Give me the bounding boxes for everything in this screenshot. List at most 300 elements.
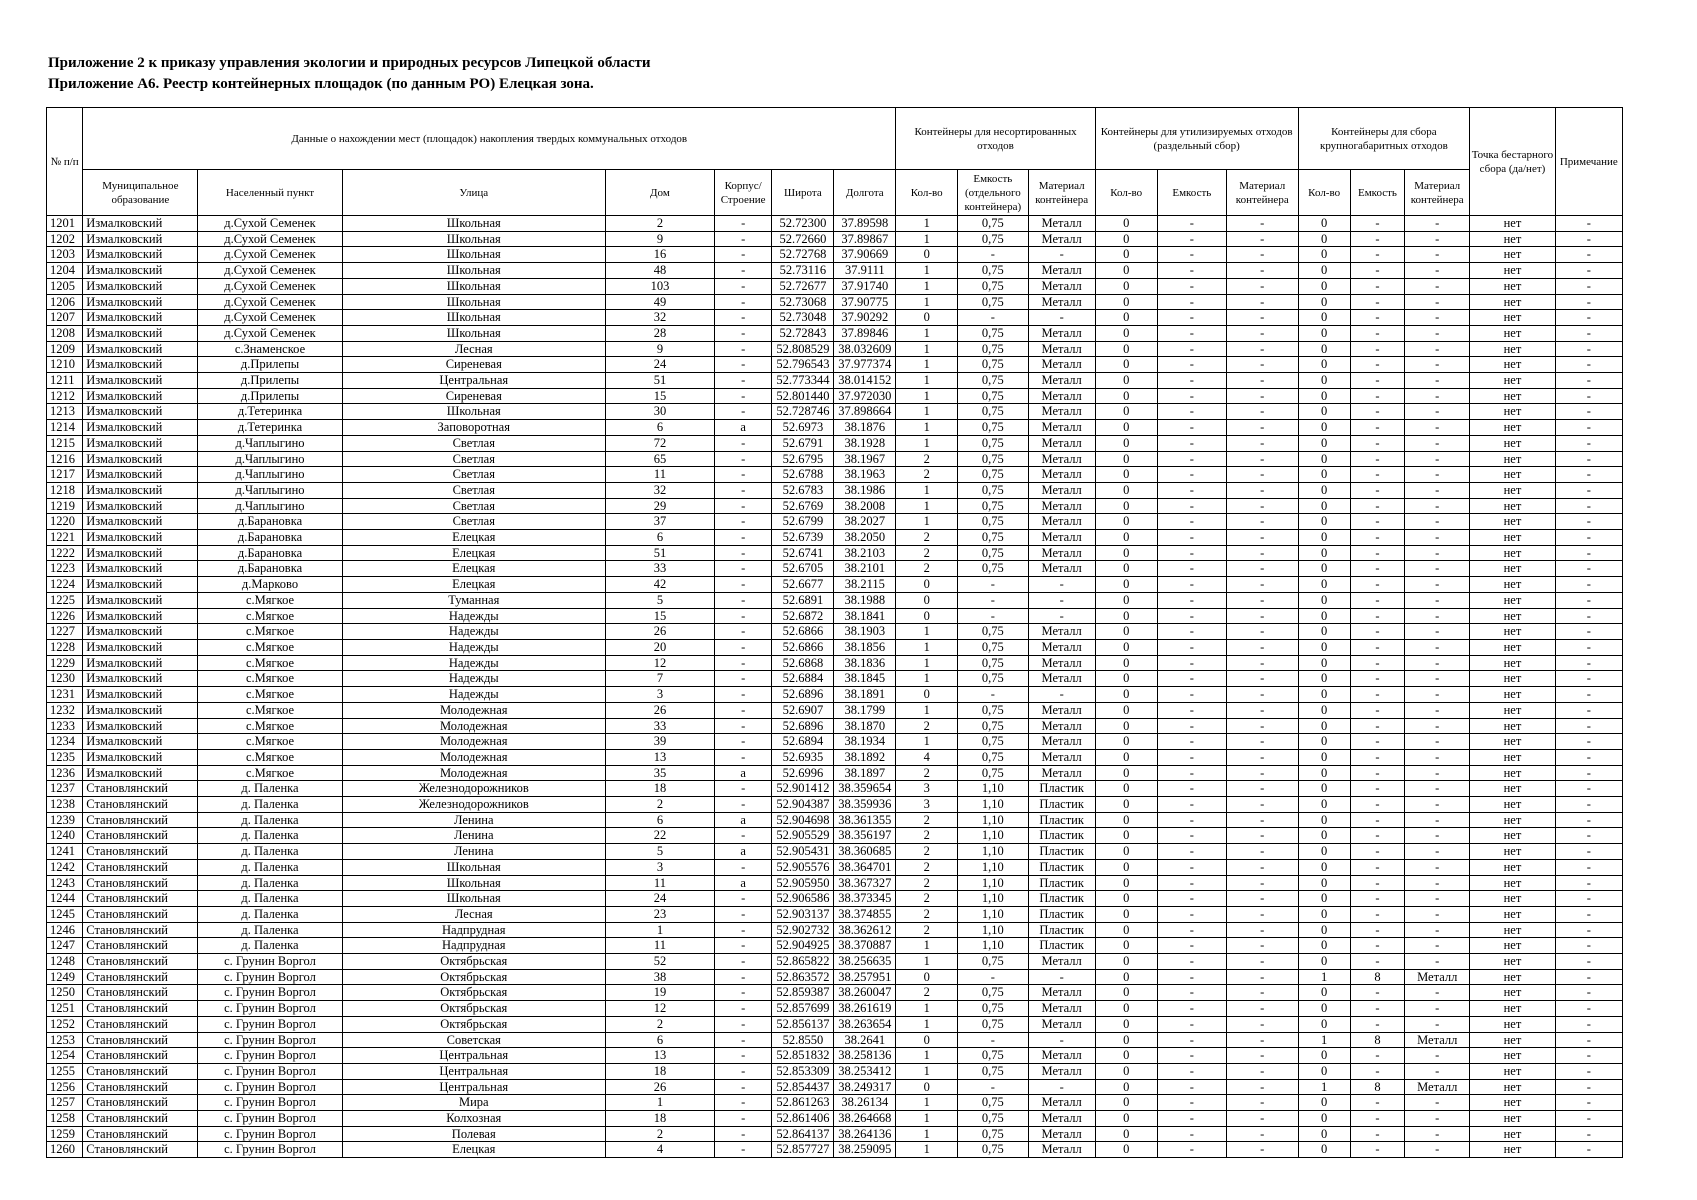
cell-separate-material: - xyxy=(1227,891,1299,907)
cell-bulky-count: 0 xyxy=(1298,608,1350,624)
cell-mixed-count: 3 xyxy=(896,781,958,797)
cell-containerless-point: нет xyxy=(1470,671,1555,687)
cell-mixed-capacity: 0,75 xyxy=(958,749,1028,765)
cell-municipality: Становлянский xyxy=(83,906,198,922)
cell-street: Сиреневая xyxy=(342,388,606,404)
cell-bulky-count: 0 xyxy=(1298,216,1350,232)
cell-separate-material: - xyxy=(1227,216,1299,232)
cell-row-number: 1249 xyxy=(47,969,83,985)
cell-mixed-capacity: 0,75 xyxy=(958,216,1028,232)
cell-settlement: с.Мягкое xyxy=(198,624,342,640)
cell-municipality: Измалковский xyxy=(83,514,198,530)
header-containerless-point: Точка бестарного сбора (да/нет) xyxy=(1470,108,1555,216)
cell-separate-material: - xyxy=(1227,749,1299,765)
cell-bulky-capacity: - xyxy=(1350,530,1404,546)
cell-municipality: Измалковский xyxy=(83,216,198,232)
cell-containerless-point: нет xyxy=(1470,404,1555,420)
cell-containerless-point: нет xyxy=(1470,545,1555,561)
cell-latitude: 52.865822 xyxy=(772,954,834,970)
cell-mixed-material: - xyxy=(1028,608,1095,624)
cell-bulky-material: - xyxy=(1405,373,1470,389)
header-mixed-material: Материал контейнера xyxy=(1028,170,1095,216)
cell-house: 52 xyxy=(606,954,715,970)
cell-bulky-material: - xyxy=(1405,671,1470,687)
cell-bulky-count: 0 xyxy=(1298,1063,1350,1079)
cell-row-number: 1258 xyxy=(47,1111,83,1127)
cell-separate-capacity: - xyxy=(1157,561,1226,577)
cell-mixed-material: Металл xyxy=(1028,278,1095,294)
cell-bulky-material: - xyxy=(1405,310,1470,326)
cell-bulky-count: 1 xyxy=(1298,1079,1350,1095)
cell-longitude: 37.90292 xyxy=(834,310,896,326)
cell-bulky-material: - xyxy=(1405,247,1470,263)
cell-note: - xyxy=(1555,702,1622,718)
cell-house: 5 xyxy=(606,592,715,608)
cell-longitude: 38.2115 xyxy=(834,577,896,593)
cell-row-number: 1213 xyxy=(47,404,83,420)
cell-separate-count: 0 xyxy=(1095,1016,1157,1032)
cell-house: 38 xyxy=(606,969,715,985)
cell-separate-material: - xyxy=(1227,1126,1299,1142)
cell-street: Центральная xyxy=(342,1063,606,1079)
document-title-line-1: Приложение 2 к приказу управления экологии и природных ресурсов Липецкой области xyxy=(48,55,651,71)
cell-house: 18 xyxy=(606,1063,715,1079)
cell-mixed-material: - xyxy=(1028,247,1095,263)
cell-house: 22 xyxy=(606,828,715,844)
cell-bulky-material: - xyxy=(1405,624,1470,640)
cell-latitude: 52.6896 xyxy=(772,718,834,734)
cell-latitude: 52.906586 xyxy=(772,891,834,907)
cell-house: 6 xyxy=(606,420,715,436)
cell-mixed-capacity: 0,75 xyxy=(958,734,1028,750)
cell-mixed-capacity: 1,10 xyxy=(958,828,1028,844)
cell-longitude: 38.1856 xyxy=(834,639,896,655)
cell-row-number: 1216 xyxy=(47,451,83,467)
table-row xyxy=(47,278,1623,294)
cell-latitude: 52.857727 xyxy=(772,1142,834,1158)
table-row xyxy=(47,687,1623,703)
cell-row-number: 1229 xyxy=(47,655,83,671)
cell-containerless-point: нет xyxy=(1470,859,1555,875)
cell-mixed-material: Металл xyxy=(1028,1126,1095,1142)
cell-settlement: с.Мягкое xyxy=(198,734,342,750)
cell-house: 49 xyxy=(606,294,715,310)
cell-latitude: 52.801440 xyxy=(772,388,834,404)
cell-note: - xyxy=(1555,545,1622,561)
cell-settlement: с.Мягкое xyxy=(198,718,342,734)
cell-house: 65 xyxy=(606,451,715,467)
cell-house: 6 xyxy=(606,1032,715,1048)
cell-mixed-count: 0 xyxy=(896,592,958,608)
cell-street: Школьная xyxy=(342,891,606,907)
cell-mixed-count: 1 xyxy=(896,671,958,687)
table-row xyxy=(47,545,1623,561)
cell-bulky-capacity: - xyxy=(1350,749,1404,765)
cell-municipality: Становлянский xyxy=(83,875,198,891)
cell-bulky-material: - xyxy=(1405,859,1470,875)
cell-bulky-capacity: - xyxy=(1350,435,1404,451)
header-bulky-count: Кол-во xyxy=(1298,170,1350,216)
cell-row-number: 1242 xyxy=(47,859,83,875)
cell-mixed-count: 2 xyxy=(896,875,958,891)
cell-mixed-count: 2 xyxy=(896,718,958,734)
cell-bulky-count: 0 xyxy=(1298,718,1350,734)
cell-mixed-count: 1 xyxy=(896,482,958,498)
cell-separate-material: - xyxy=(1227,812,1299,828)
cell-mixed-capacity: - xyxy=(958,592,1028,608)
cell-mixed-material: Металл xyxy=(1028,561,1095,577)
cell-separate-capacity: - xyxy=(1157,765,1226,781)
cell-separate-capacity: - xyxy=(1157,1001,1226,1017)
cell-separate-count: 0 xyxy=(1095,1126,1157,1142)
cell-street: Школьная xyxy=(342,310,606,326)
cell-mixed-capacity: 0,75 xyxy=(958,561,1028,577)
cell-separate-capacity: - xyxy=(1157,435,1226,451)
cell-mixed-capacity: 0,75 xyxy=(958,1063,1028,1079)
cell-municipality: Измалковский xyxy=(83,373,198,389)
cell-longitude: 38.370887 xyxy=(834,938,896,954)
cell-note: - xyxy=(1555,577,1622,593)
cell-mixed-count: 1 xyxy=(896,1016,958,1032)
cell-latitude: 52.6935 xyxy=(772,749,834,765)
cell-street: Молодежная xyxy=(342,702,606,718)
cell-municipality: Измалковский xyxy=(83,310,198,326)
cell-latitude: 52.6705 xyxy=(772,561,834,577)
cell-bulky-capacity: - xyxy=(1350,341,1404,357)
cell-separate-material: - xyxy=(1227,561,1299,577)
cell-separate-capacity: - xyxy=(1157,357,1226,373)
cell-building: - xyxy=(714,1063,772,1079)
cell-settlement: д.Сухой Семенек xyxy=(198,247,342,263)
cell-separate-count: 0 xyxy=(1095,702,1157,718)
cell-latitude: 52.6677 xyxy=(772,577,834,593)
cell-longitude: 38.257951 xyxy=(834,969,896,985)
cell-mixed-capacity: - xyxy=(958,247,1028,263)
table-row xyxy=(47,388,1623,404)
cell-mixed-capacity: 0,75 xyxy=(958,231,1028,247)
table-row xyxy=(47,1095,1623,1111)
cell-bulky-capacity: - xyxy=(1350,247,1404,263)
cell-note: - xyxy=(1555,482,1622,498)
cell-row-number: 1214 xyxy=(47,420,83,436)
cell-municipality: Становлянский xyxy=(83,828,198,844)
cell-containerless-point: нет xyxy=(1470,812,1555,828)
cell-bulky-count: 0 xyxy=(1298,639,1350,655)
cell-separate-count: 0 xyxy=(1095,718,1157,734)
cell-bulky-count: 0 xyxy=(1298,451,1350,467)
cell-latitude: 52.773344 xyxy=(772,373,834,389)
cell-separate-material: - xyxy=(1227,435,1299,451)
cell-street: Молодежная xyxy=(342,718,606,734)
table-row xyxy=(47,624,1623,640)
cell-note: - xyxy=(1555,514,1622,530)
cell-separate-count: 0 xyxy=(1095,310,1157,326)
cell-bulky-count: 0 xyxy=(1298,1126,1350,1142)
cell-note: - xyxy=(1555,357,1622,373)
cell-municipality: Становлянский xyxy=(83,1111,198,1127)
cell-building: - xyxy=(714,498,772,514)
cell-bulky-capacity: - xyxy=(1350,404,1404,420)
header-latitude: Широта xyxy=(772,170,834,216)
cell-longitude: 38.2027 xyxy=(834,514,896,530)
cell-bulky-capacity: - xyxy=(1350,1142,1404,1158)
cell-separate-capacity: - xyxy=(1157,797,1226,813)
cell-containerless-point: нет xyxy=(1470,420,1555,436)
cell-separate-count: 0 xyxy=(1095,577,1157,593)
cell-street: Октябрьская xyxy=(342,1001,606,1017)
cell-separate-count: 0 xyxy=(1095,781,1157,797)
cell-settlement: с. Грунин Воргол xyxy=(198,1032,342,1048)
cell-separate-material: - xyxy=(1227,687,1299,703)
cell-bulky-capacity: - xyxy=(1350,797,1404,813)
cell-municipality: Становлянский xyxy=(83,797,198,813)
cell-latitude: 52.904698 xyxy=(772,812,834,828)
cell-house: 1 xyxy=(606,1095,715,1111)
cell-settlement: д.Сухой Семенек xyxy=(198,294,342,310)
cell-bulky-material: - xyxy=(1405,608,1470,624)
cell-house: 2 xyxy=(606,216,715,232)
cell-municipality: Становлянский xyxy=(83,1001,198,1017)
cell-row-number: 1210 xyxy=(47,357,83,373)
cell-row-number: 1237 xyxy=(47,781,83,797)
cell-building: - xyxy=(714,655,772,671)
cell-street: Центральная xyxy=(342,1048,606,1064)
cell-bulky-count: 0 xyxy=(1298,1016,1350,1032)
cell-building: - xyxy=(714,1001,772,1017)
table-row xyxy=(47,310,1623,326)
cell-separate-count: 0 xyxy=(1095,624,1157,640)
cell-latitude: 52.6872 xyxy=(772,608,834,624)
cell-separate-material: - xyxy=(1227,1016,1299,1032)
cell-building: - xyxy=(714,608,772,624)
cell-separate-capacity: - xyxy=(1157,1048,1226,1064)
cell-separate-count: 0 xyxy=(1095,530,1157,546)
cell-containerless-point: нет xyxy=(1470,1001,1555,1017)
cell-separate-capacity: - xyxy=(1157,969,1226,985)
cell-separate-material: - xyxy=(1227,404,1299,420)
cell-containerless-point: нет xyxy=(1470,530,1555,546)
cell-separate-material: - xyxy=(1227,388,1299,404)
cell-note: - xyxy=(1555,247,1622,263)
table-row xyxy=(47,922,1623,938)
cell-street: Туманная xyxy=(342,592,606,608)
cell-separate-count: 0 xyxy=(1095,467,1157,483)
table-row xyxy=(47,781,1623,797)
cell-separate-capacity: - xyxy=(1157,592,1226,608)
cell-containerless-point: нет xyxy=(1470,781,1555,797)
cell-containerless-point: нет xyxy=(1470,577,1555,593)
cell-settlement: с. Грунин Воргол xyxy=(198,1111,342,1127)
header-separate-collection-group: Контейнеры для утилизируемых отходов (раздельный сбор) xyxy=(1095,108,1298,170)
cell-separate-count: 0 xyxy=(1095,891,1157,907)
cell-settlement: с.Мягкое xyxy=(198,608,342,624)
cell-bulky-count: 0 xyxy=(1298,655,1350,671)
cell-settlement: д. Паленка xyxy=(198,797,342,813)
cell-containerless-point: нет xyxy=(1470,718,1555,734)
cell-note: - xyxy=(1555,592,1622,608)
cell-separate-material: - xyxy=(1227,639,1299,655)
cell-mixed-capacity: - xyxy=(958,310,1028,326)
cell-mixed-material: - xyxy=(1028,687,1095,703)
cell-settlement: д.Тетеринка xyxy=(198,420,342,436)
cell-separate-capacity: - xyxy=(1157,1111,1226,1127)
cell-longitude: 38.1892 xyxy=(834,749,896,765)
cell-house: 13 xyxy=(606,1048,715,1064)
cell-separate-capacity: - xyxy=(1157,718,1226,734)
cell-latitude: 52.905529 xyxy=(772,828,834,844)
cell-longitude: 37.9111 xyxy=(834,263,896,279)
cell-bulky-capacity: - xyxy=(1350,608,1404,624)
cell-containerless-point: нет xyxy=(1470,797,1555,813)
cell-bulky-material: - xyxy=(1405,325,1470,341)
cell-municipality: Измалковский xyxy=(83,592,198,608)
cell-containerless-point: нет xyxy=(1470,687,1555,703)
cell-municipality: Измалковский xyxy=(83,435,198,451)
cell-settlement: д.Сухой Семенек xyxy=(198,310,342,326)
cell-separate-count: 0 xyxy=(1095,938,1157,954)
cell-house: 51 xyxy=(606,545,715,561)
table-row xyxy=(47,1048,1623,1064)
cell-longitude: 38.373345 xyxy=(834,891,896,907)
table-row xyxy=(47,891,1623,907)
cell-house: 39 xyxy=(606,734,715,750)
cell-containerless-point: нет xyxy=(1470,954,1555,970)
cell-bulky-count: 0 xyxy=(1298,1001,1350,1017)
cell-settlement: с.Мягкое xyxy=(198,639,342,655)
cell-bulky-material: - xyxy=(1405,592,1470,608)
cell-separate-capacity: - xyxy=(1157,922,1226,938)
cell-bulky-material: - xyxy=(1405,1126,1470,1142)
cell-settlement: с.Знаменское xyxy=(198,341,342,357)
cell-longitude: 37.977374 xyxy=(834,357,896,373)
cell-separate-material: - xyxy=(1227,765,1299,781)
cell-note: - xyxy=(1555,498,1622,514)
table-row xyxy=(47,420,1623,436)
cell-mixed-material: Металл xyxy=(1028,482,1095,498)
cell-bulky-material: Металл xyxy=(1405,1032,1470,1048)
cell-mixed-capacity: 1,10 xyxy=(958,812,1028,828)
cell-municipality: Становлянский xyxy=(83,938,198,954)
table-row xyxy=(47,325,1623,341)
cell-row-number: 1219 xyxy=(47,498,83,514)
cell-mixed-count: 2 xyxy=(896,561,958,577)
cell-municipality: Измалковский xyxy=(83,498,198,514)
cell-latitude: 52.6783 xyxy=(772,482,834,498)
cell-containerless-point: нет xyxy=(1470,231,1555,247)
cell-settlement: д.Чаплыгино xyxy=(198,451,342,467)
cell-bulky-material: - xyxy=(1405,1001,1470,1017)
cell-settlement: д.Чаплыгино xyxy=(198,467,342,483)
cell-street: Елецкая xyxy=(342,1142,606,1158)
container-sites-registry-table xyxy=(46,107,1623,1158)
cell-house: 12 xyxy=(606,655,715,671)
cell-latitude: 52.859387 xyxy=(772,985,834,1001)
cell-house: 26 xyxy=(606,624,715,640)
header-separate-material: Материал контейнера xyxy=(1227,170,1299,216)
cell-bulky-count: 0 xyxy=(1298,514,1350,530)
cell-building: - xyxy=(714,482,772,498)
cell-settlement: д. Паленка xyxy=(198,828,342,844)
cell-settlement: д.Барановка xyxy=(198,545,342,561)
cell-row-number: 1248 xyxy=(47,954,83,970)
cell-separate-count: 0 xyxy=(1095,1142,1157,1158)
cell-separate-material: - xyxy=(1227,1111,1299,1127)
cell-note: - xyxy=(1555,828,1622,844)
cell-building: - xyxy=(714,592,772,608)
table-header xyxy=(47,108,1623,216)
cell-separate-capacity: - xyxy=(1157,1016,1226,1032)
cell-bulky-material: - xyxy=(1405,263,1470,279)
cell-municipality: Измалковский xyxy=(83,420,198,436)
cell-bulky-count: 0 xyxy=(1298,797,1350,813)
cell-municipality: Становлянский xyxy=(83,844,198,860)
cell-house: 37 xyxy=(606,514,715,530)
table-row xyxy=(47,561,1623,577)
cell-settlement: д.Прилепы xyxy=(198,388,342,404)
cell-bulky-material: - xyxy=(1405,357,1470,373)
cell-bulky-material: - xyxy=(1405,341,1470,357)
cell-building: - xyxy=(714,624,772,640)
cell-bulky-capacity: - xyxy=(1350,922,1404,938)
cell-bulky-count: 0 xyxy=(1298,310,1350,326)
cell-settlement: с. Грунин Воргол xyxy=(198,985,342,1001)
cell-separate-material: - xyxy=(1227,718,1299,734)
cell-mixed-capacity: 0,75 xyxy=(958,1095,1028,1111)
cell-mixed-count: 1 xyxy=(896,231,958,247)
cell-building: - xyxy=(714,954,772,970)
cell-bulky-material: - xyxy=(1405,435,1470,451)
cell-latitude: 52.6795 xyxy=(772,451,834,467)
cell-bulky-capacity: - xyxy=(1350,388,1404,404)
cell-longitude: 38.1845 xyxy=(834,671,896,687)
cell-municipality: Измалковский xyxy=(83,624,198,640)
cell-latitude: 52.8550 xyxy=(772,1032,834,1048)
cell-house: 9 xyxy=(606,341,715,357)
cell-mixed-count: 2 xyxy=(896,922,958,938)
cell-municipality: Измалковский xyxy=(83,247,198,263)
table-row xyxy=(47,263,1623,279)
cell-separate-material: - xyxy=(1227,373,1299,389)
cell-containerless-point: нет xyxy=(1470,514,1555,530)
cell-house: 24 xyxy=(606,891,715,907)
cell-latitude: 52.6973 xyxy=(772,420,834,436)
cell-municipality: Измалковский xyxy=(83,404,198,420)
cell-bulky-material: - xyxy=(1405,718,1470,734)
cell-mixed-material: Металл xyxy=(1028,373,1095,389)
cell-latitude: 52.861406 xyxy=(772,1111,834,1127)
cell-bulky-material: - xyxy=(1405,231,1470,247)
cell-note: - xyxy=(1555,797,1622,813)
cell-bulky-material: - xyxy=(1405,938,1470,954)
cell-containerless-point: нет xyxy=(1470,624,1555,640)
table-row xyxy=(47,844,1623,860)
cell-house: 23 xyxy=(606,906,715,922)
cell-containerless-point: нет xyxy=(1470,451,1555,467)
cell-separate-material: - xyxy=(1227,357,1299,373)
cell-containerless-point: нет xyxy=(1470,734,1555,750)
cell-building: - xyxy=(714,1142,772,1158)
cell-mixed-count: 1 xyxy=(896,404,958,420)
cell-bulky-material: - xyxy=(1405,812,1470,828)
cell-mixed-capacity: 0,75 xyxy=(958,1142,1028,1158)
cell-municipality: Становлянский xyxy=(83,1016,198,1032)
header-longitude: Долгота xyxy=(834,170,896,216)
cell-note: - xyxy=(1555,765,1622,781)
cell-municipality: Измалковский xyxy=(83,734,198,750)
cell-longitude: 38.1897 xyxy=(834,765,896,781)
cell-note: - xyxy=(1555,875,1622,891)
cell-mixed-material: Металл xyxy=(1028,325,1095,341)
